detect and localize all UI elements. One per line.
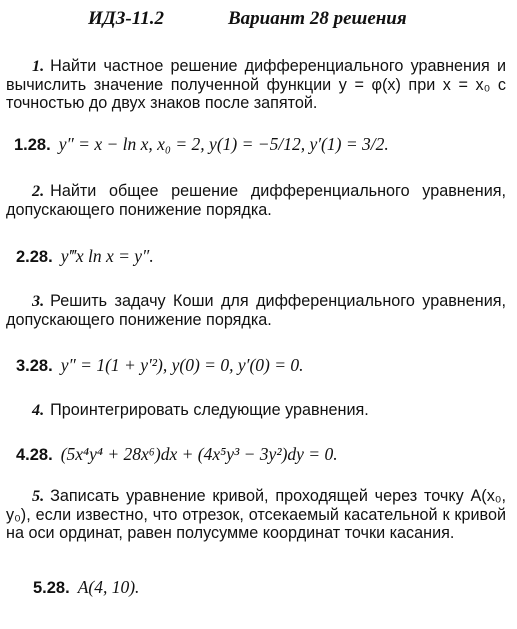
problem-3 [16, 355, 304, 376]
task-5-statement [6, 487, 506, 543]
problem-5-equation: A(4, 10). [77, 577, 140, 597]
task-4-statement [6, 401, 506, 420]
task-1-statement [6, 57, 506, 113]
problem-4 [16, 444, 338, 465]
task-1-number: 1. [32, 57, 45, 75]
task-3-statement [6, 292, 506, 329]
problem-2-label: 2.28. [16, 248, 53, 266]
task-4-number: 4. [32, 401, 45, 419]
problem-3-label: 3.28. [16, 357, 53, 375]
task-2-text: Найти общее решение дифференциального уравнения, допускающего понижение порядка. [6, 182, 506, 219]
document-title: ИДЗ-11.2 [88, 8, 164, 29]
problem-4-label: 4.28. [16, 446, 53, 464]
task-5-text: Записать уравнение кривой, проходящей через точку A(x₀, y₀), если известно, что отрезок, отсекаемый касательной к кривой на оси ординат, равен полусумме координат точки касания. [6, 487, 506, 543]
problem-1 [14, 134, 389, 155]
task-4-text: Проинтегрировать следующие уравнения. [50, 401, 369, 419]
variant-title: Вариант 28 решения [228, 8, 407, 29]
task-3-text: Решить задачу Коши для дифференциального уравнения, допускающего понижение порядка. [6, 292, 506, 329]
task-3-number: 3. [32, 292, 45, 310]
problem-3-equation: y″ = 1(1 + y′²), y(0) = 0, y′(0) = 0. [60, 355, 304, 375]
problem-1-label: 1.28. [14, 136, 51, 154]
problem-2-equation: y‴x ln x = y″. [60, 246, 154, 266]
task-5-number: 5. [32, 487, 45, 505]
task-2-number: 2. [32, 182, 45, 200]
problem-1-equation: y″ = x − ln x, x₀ = 2, y(1) = −5/12, y′(1) = 3/2. [58, 134, 389, 154]
problem-5 [33, 577, 139, 598]
task-2-statement [6, 182, 506, 219]
problem-4-equation: (5x⁴y⁴ + 28x⁶)dx + (4x⁵y³ − 3y²)dy = 0. [60, 444, 338, 464]
task-1-text: Найти частное решение дифференциального уравнения и вычислить значение полученной функции y = φ(x) при x = x₀ с точностью до двух знаков после запятой. [6, 57, 506, 113]
problem-5-label: 5.28. [33, 579, 70, 597]
problem-2 [16, 246, 154, 267]
